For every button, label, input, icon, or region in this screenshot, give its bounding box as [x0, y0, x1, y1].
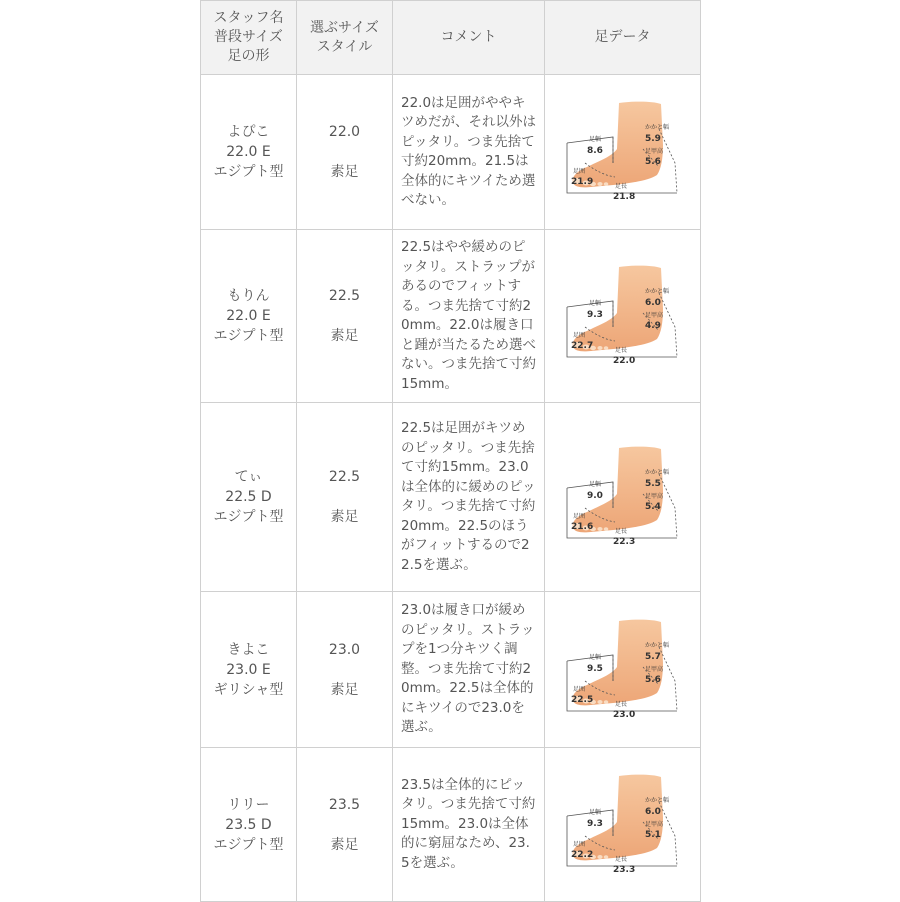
staff-cell: [201, 592, 297, 748]
heel-width-value: 5.9: [644, 134, 661, 144]
chosen-size: 23.0: [328, 641, 361, 658]
foot-length-value: 22.0: [612, 356, 635, 366]
foot-width-value: 9.0: [586, 491, 603, 501]
svg-text:足甲高: 足甲高: [644, 312, 663, 319]
size-style-cell: [297, 230, 393, 403]
chosen-size: 23.5: [328, 796, 361, 813]
table-row: [201, 403, 701, 592]
svg-text:足幅: 足幅: [588, 808, 601, 816]
comment-cell: 22.5は足囲がキツめのピッタリ。つま先捨て寸約15mm。23.0は全体的に緩めのピッタリ。つま先捨て寸約20mm。22.5のほうがフィットするので22.5を選ぶ。: [393, 403, 545, 592]
foot-length-value: 21.8: [612, 192, 635, 202]
foot-shape: エジプト型: [213, 509, 284, 525]
heel-width-value: 5.5: [644, 479, 661, 489]
svg-text:足甲高: 足甲高: [644, 820, 663, 828]
size-style-cell: [297, 75, 393, 230]
girth-value: 21.9: [570, 177, 593, 187]
foot-diagram-image: [565, 619, 681, 721]
foot-data-cell: [545, 403, 701, 592]
usual-size: 22.0 E: [226, 144, 271, 160]
girth-value: 21.6: [570, 522, 593, 532]
svg-text:かかと幅: かかと幅: [644, 796, 669, 804]
foot-shape: ギリシャ型: [213, 681, 284, 698]
svg-text:足囲: 足囲: [572, 840, 585, 848]
table-row: [201, 75, 701, 230]
foot-data-cell: [545, 230, 701, 403]
header-foot-data: 足データ: [545, 1, 701, 75]
foot-data-cell: [545, 748, 701, 902]
foot-width-value: 8.6: [586, 146, 603, 156]
foot-length-value: 22.3: [612, 537, 635, 547]
style: 素足: [330, 164, 359, 180]
style: 素足: [330, 681, 359, 698]
usual-size: 23.5 D: [225, 816, 272, 833]
staff-name: きよこ: [227, 641, 270, 658]
size-style-cell: [297, 748, 393, 902]
svg-text:かかと幅: かかと幅: [644, 641, 669, 649]
svg-text:足幅: 足幅: [588, 481, 601, 488]
chosen-size: 22.5: [328, 469, 361, 485]
instep-height-value: 4.9: [644, 321, 661, 331]
svg-text:かかと幅: かかと幅: [644, 288, 669, 295]
table-header-row: [201, 1, 701, 75]
svg-text:足囲: 足囲: [572, 332, 585, 339]
staff-cell: [201, 230, 297, 403]
usual-size: 23.0 E: [226, 661, 271, 678]
svg-text:足甲高: 足甲高: [644, 148, 663, 155]
foot-diagram-image: [565, 774, 681, 876]
foot-length-value: 23.3: [612, 864, 635, 875]
svg-text:足幅: 足幅: [588, 300, 601, 307]
svg-text:足囲: 足囲: [572, 513, 585, 520]
usual-size: 22.0 E: [226, 308, 271, 324]
style: 素足: [330, 509, 359, 525]
comment-cell: 23.5は全体的にピッタリ。つま先捨て寸約15mm。23.0は全体的に窮屈なため、23.5を選ぶ。: [393, 748, 545, 902]
size-style-cell: [297, 592, 393, 748]
header-size-style: 選ぶサイズ スタイル: [297, 1, 393, 75]
svg-text:足長: 足長: [614, 183, 627, 190]
size-table-container: [200, 0, 700, 900]
instep-height-value: 5.6: [644, 157, 661, 167]
girth-value: 22.5: [570, 694, 593, 705]
style: 素足: [330, 836, 359, 853]
svg-text:足甲高: 足甲高: [644, 665, 663, 673]
table-row: [201, 748, 701, 902]
staff-name: てぃ: [234, 469, 263, 485]
foot-shape: エジプト型: [213, 328, 284, 344]
staff-cell: [201, 403, 297, 592]
foot-width-value: 9.5: [586, 663, 603, 674]
svg-text:足長: 足長: [614, 528, 627, 535]
svg-text:かかと幅: かかと幅: [644, 124, 669, 131]
foot-width-value: 9.3: [586, 310, 603, 320]
heel-width-value: 5.7: [644, 651, 661, 662]
foot-width-value: 9.3: [586, 818, 603, 829]
svg-text:足幅: 足幅: [588, 136, 601, 143]
foot-diagram-image: [565, 446, 681, 548]
style: 素足: [330, 328, 359, 344]
table-row: [201, 230, 701, 403]
comment-cell: 22.5はやや緩めのピッタリ。ストラップがあるのでフィットする。つま先捨て寸約20mm。22.0は履き口と踵が当たるため選べない。つま先捨て寸約15mm。: [393, 230, 545, 403]
staff-size-table: [200, 0, 701, 902]
svg-text:足幅: 足幅: [588, 653, 601, 661]
svg-text:かかと幅: かかと幅: [644, 469, 669, 476]
staff-cell: [201, 748, 297, 902]
staff-name: リリー: [227, 796, 270, 813]
chosen-size: 22.5: [328, 288, 361, 304]
foot-diagram-image: [565, 101, 681, 203]
foot-diagram-image: [565, 265, 681, 367]
svg-text:足甲高: 足甲高: [644, 493, 663, 500]
svg-text:足長: 足長: [614, 347, 627, 354]
comment-cell: 23.0は履き口が緩めのピッタリ。ストラップを1つ分キツく調整。つま先捨て寸約20mm。22.5は全体的にキツイので23.0を選ぶ。: [393, 592, 545, 748]
chosen-size: 22.0: [328, 124, 361, 140]
girth-value: 22.2: [570, 849, 593, 860]
foot-data-cell: [545, 75, 701, 230]
foot-length-value: 23.0: [612, 709, 635, 720]
instep-height-value: 5.6: [644, 674, 661, 685]
comment-cell: 22.0は足囲がややキツめだが、それ以外はピッタリ。つま先捨て寸約20mm。21.5は全体的にキツイため選べない。: [393, 75, 545, 230]
svg-text:足囲: 足囲: [572, 685, 585, 693]
svg-text:足囲: 足囲: [572, 168, 585, 175]
instep-height-value: 5.1: [644, 829, 661, 840]
staff-cell: [201, 75, 297, 230]
size-style-cell: [297, 403, 393, 592]
header-comment: コメント: [393, 1, 545, 75]
svg-text:足長: 足長: [614, 700, 627, 708]
svg-text:足長: 足長: [614, 855, 627, 863]
header-staff: スタッフ名 普段サイズ 足の形: [201, 1, 297, 75]
staff-name: もりん: [227, 288, 270, 304]
usual-size: 22.5 D: [225, 489, 272, 505]
foot-shape: エジプト型: [213, 164, 284, 180]
heel-width-value: 6.0: [644, 298, 661, 308]
foot-shape: エジプト型: [213, 836, 284, 853]
girth-value: 22.7: [570, 341, 593, 351]
heel-width-value: 6.0: [644, 806, 661, 817]
foot-data-cell: [545, 592, 701, 748]
instep-height-value: 5.4: [644, 502, 661, 512]
table-row: [201, 592, 701, 748]
staff-name: よぴこ: [227, 124, 270, 140]
